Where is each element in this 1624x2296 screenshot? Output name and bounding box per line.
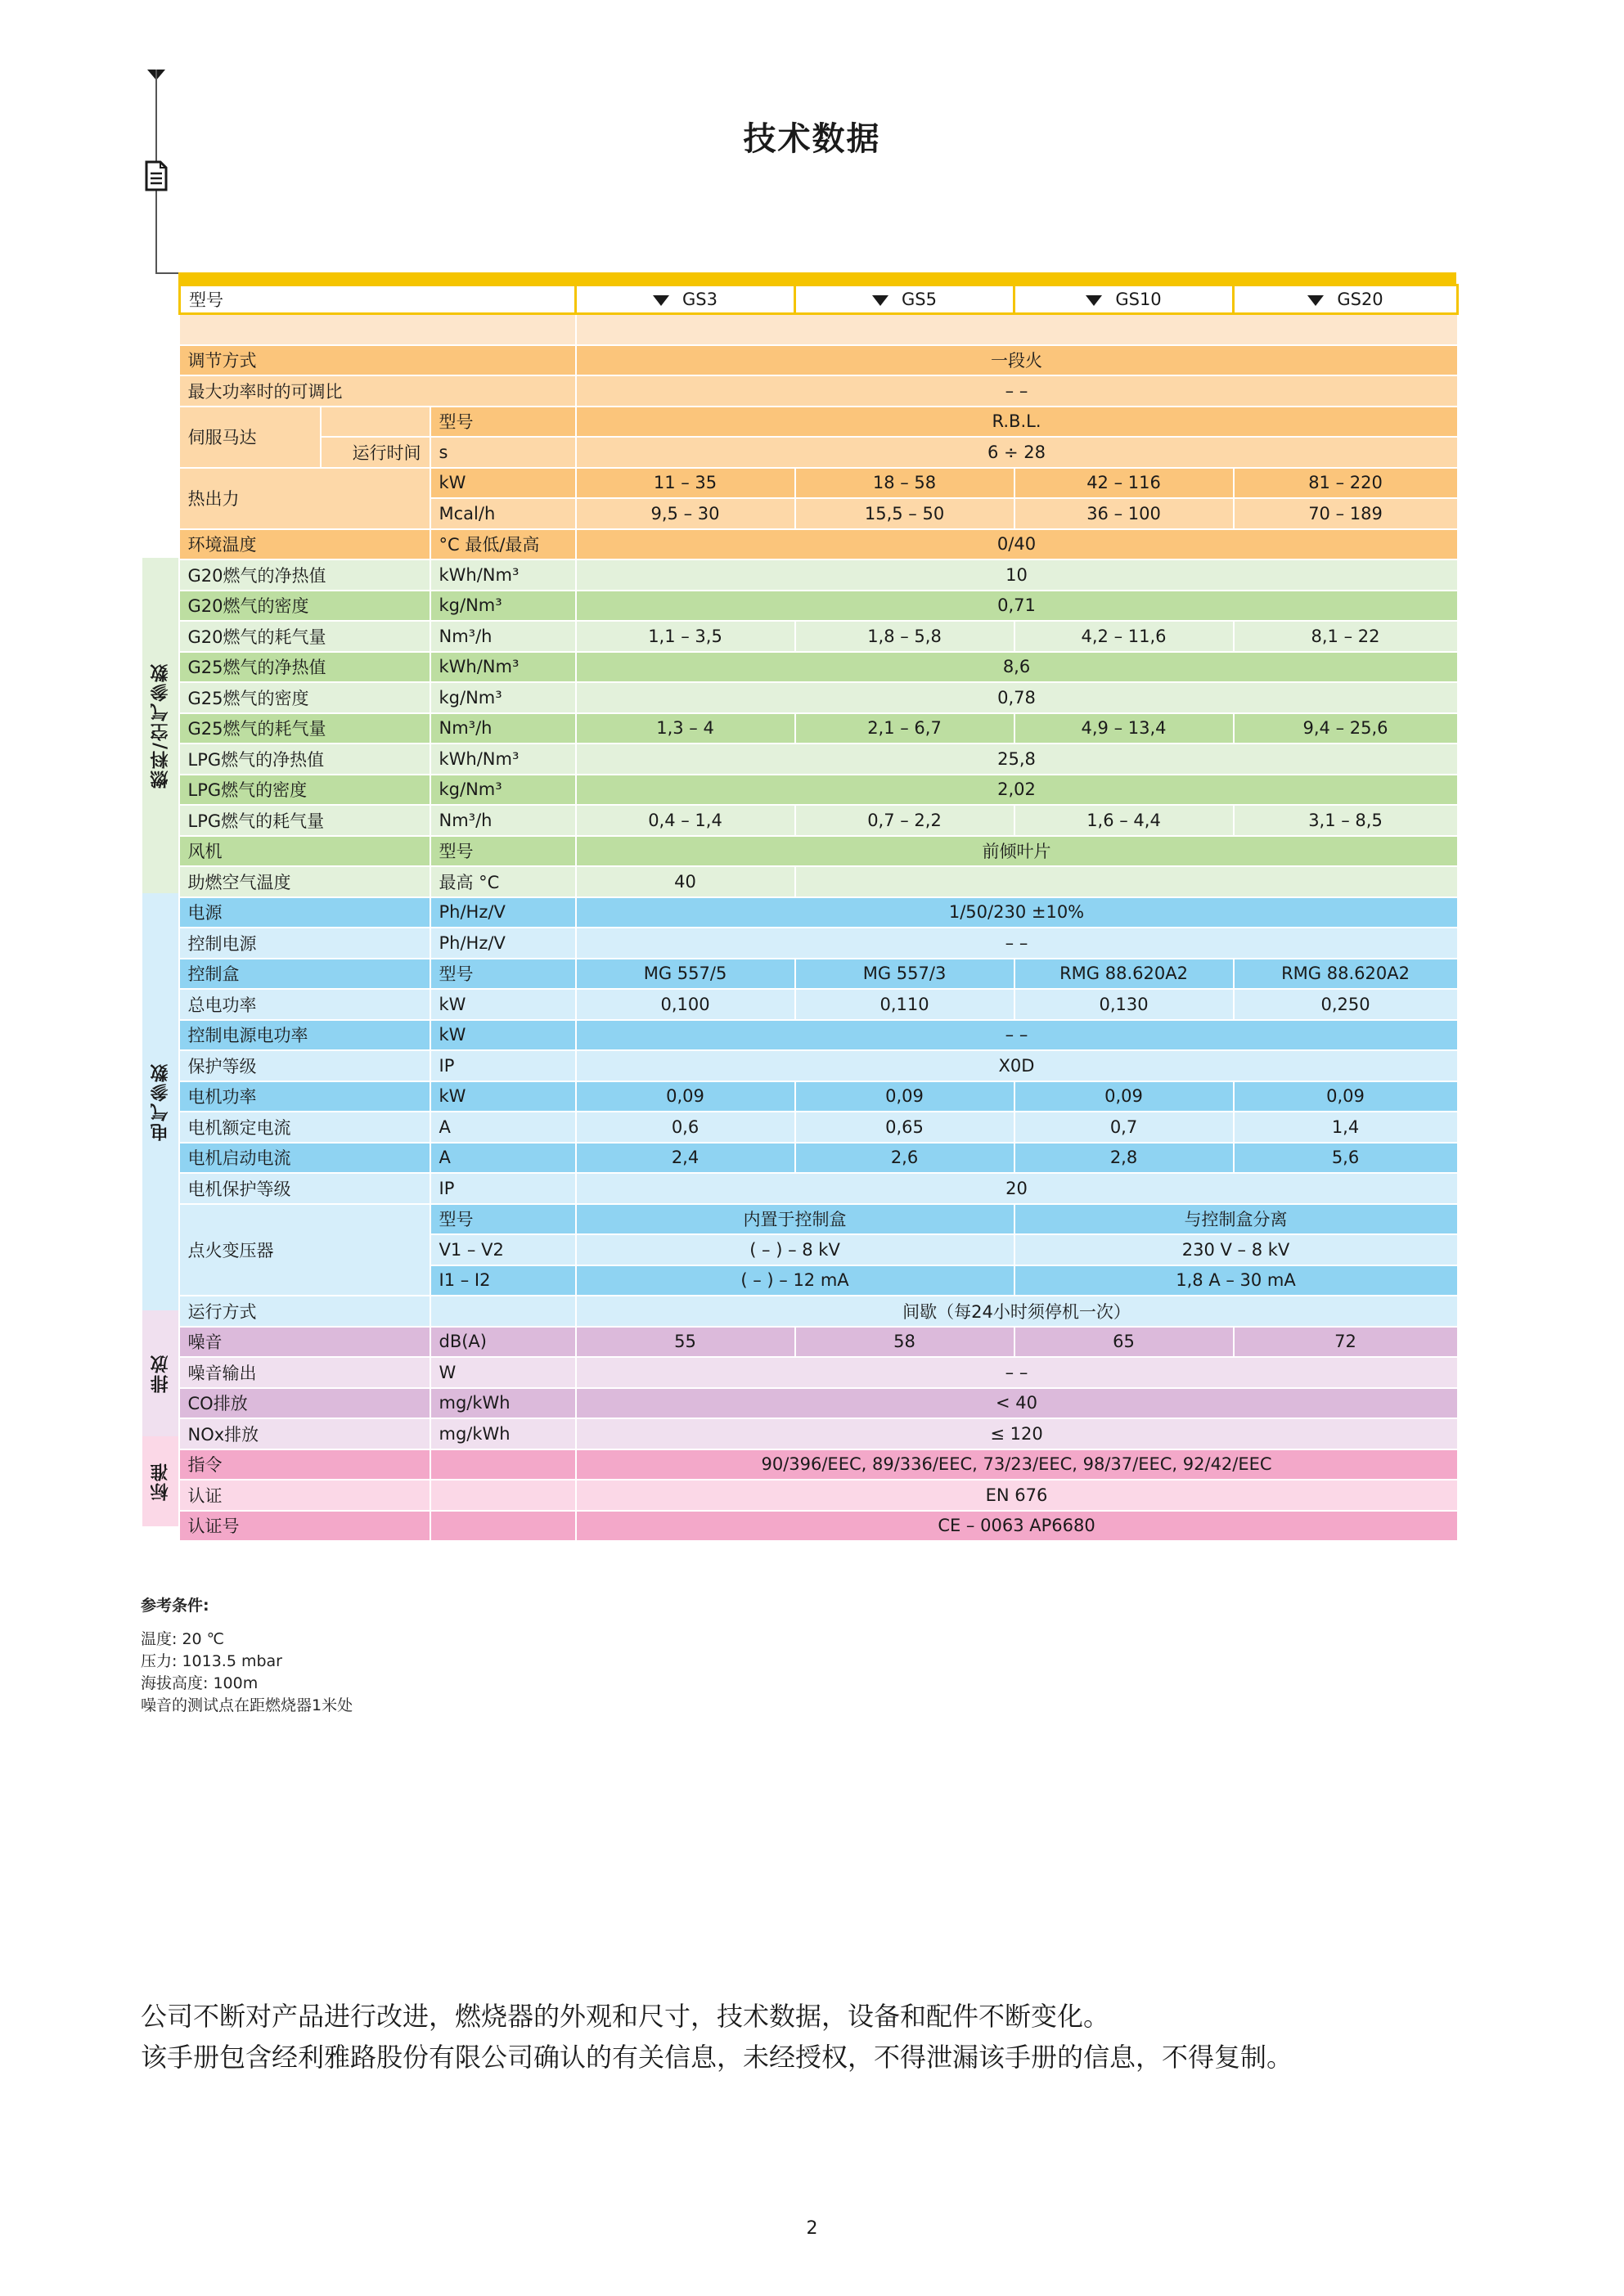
table-cell: ( – ) – 12 mA — [576, 1265, 1014, 1296]
table-cell: 2,1 – 6,7 — [795, 713, 1014, 744]
table-cell: kW — [430, 1020, 576, 1051]
table-cell — [795, 866, 1458, 897]
table-cell: 40 — [576, 866, 795, 897]
table-cell: 运行方式 — [180, 1296, 430, 1327]
table-cell: 认证号 — [180, 1511, 430, 1542]
table-cell: mg/kWh — [430, 1418, 576, 1449]
table-cell: 10 — [576, 559, 1458, 591]
disclaimer — [141, 1996, 1293, 2078]
table-row — [180, 1296, 1458, 1327]
table-row — [180, 1449, 1458, 1480]
table-cell: 认证 — [180, 1480, 430, 1511]
page-number: 2 — [806, 2218, 818, 2239]
reference-line: 温度: 20 ℃ — [141, 1630, 224, 1648]
table-cell: dB(A) — [430, 1327, 576, 1358]
table-cell: kWh/Nm³ — [430, 744, 576, 775]
table-cell: 15,5 – 50 — [795, 498, 1014, 529]
table-cell: – – — [576, 928, 1458, 959]
table-cell: 9,4 – 25,6 — [1234, 713, 1458, 744]
table-row — [180, 345, 1458, 376]
section-label-standard: 标准 — [142, 1436, 178, 1526]
table-row — [180, 1327, 1458, 1358]
table-cell: – – — [576, 1020, 1458, 1051]
table-cell — [430, 1480, 576, 1511]
table-cell: 调节方式 — [180, 345, 576, 376]
table-cell: NOx排放 — [180, 1418, 430, 1449]
table-cell: 1,3 – 4 — [576, 713, 795, 744]
table-row — [180, 621, 1458, 652]
table-cell: 电机保护等级 — [180, 1173, 430, 1204]
table-cell: 前倾叶片 — [576, 836, 1458, 867]
table-row — [180, 1511, 1458, 1542]
table-row — [180, 1388, 1458, 1419]
table-cell: 0/40 — [576, 529, 1458, 560]
table-cell: 1/50/230 ±10% — [576, 897, 1458, 928]
model-gs3: GS3 — [576, 285, 795, 314]
table-cell: 噪音输出 — [180, 1357, 430, 1388]
spec-table — [178, 284, 1459, 1542]
table-cell: G25燃气的密度 — [180, 682, 430, 713]
table-cell: 0,7 – 2,2 — [795, 805, 1014, 836]
table-cell: 9,5 – 30 — [576, 498, 795, 529]
table-cell: CE – 0063 AP6680 — [576, 1511, 1458, 1542]
table-row — [180, 897, 1458, 928]
table-cell: 58 — [795, 1327, 1014, 1358]
table-cell: A — [430, 1143, 576, 1174]
table-cell: 0,09 — [576, 1081, 795, 1112]
table-cell: 保护等级 — [180, 1050, 430, 1081]
table-cell — [180, 314, 576, 345]
table-cell: 型号 — [430, 1204, 576, 1235]
table-cell: 电机功率 — [180, 1081, 430, 1112]
section-label-electrical: 电气参数 — [142, 893, 178, 1310]
disclaimer-line: 公司不断对产品进行改进，燃烧器的外观和尺寸，技术数据，设备和配件不断变化。 — [141, 2001, 1110, 2032]
table-cell: – – — [576, 375, 1458, 407]
table-cell: 0,09 — [1014, 1081, 1234, 1112]
table-cell: ( – ) – 8 kV — [576, 1234, 1014, 1265]
table-cell: kg/Nm³ — [430, 682, 576, 713]
table-cell: G25燃气的净热值 — [180, 652, 430, 683]
table-row — [180, 959, 1458, 990]
arrow-down-icon — [872, 295, 888, 306]
table-cell: 42 – 116 — [1014, 468, 1234, 499]
table-cell: ≤ 120 — [576, 1418, 1458, 1449]
table-cell: 20 — [576, 1173, 1458, 1204]
table-row — [180, 529, 1458, 560]
table-cell: 与控制盒分离 — [1014, 1204, 1458, 1235]
table-row — [180, 682, 1458, 713]
table-cell: < 40 — [576, 1388, 1458, 1419]
table-cell: 8,1 – 22 — [1234, 621, 1458, 652]
table-row — [180, 713, 1458, 744]
table-cell: mg/kWh — [430, 1388, 576, 1419]
table-cell: 型号 — [430, 407, 576, 438]
arrow-down-icon — [1086, 295, 1102, 306]
table-cell: 4,2 – 11,6 — [1014, 621, 1234, 652]
table-cell: 伺服马达 — [180, 407, 321, 468]
table-cell: 0,7 — [1014, 1112, 1234, 1143]
table-cell: 0,71 — [576, 591, 1458, 622]
table-row — [180, 836, 1458, 867]
spacer-row — [180, 314, 1458, 345]
table-row — [180, 1112, 1458, 1143]
table-cell: kWh/Nm³ — [430, 559, 576, 591]
table-cell: 1,6 – 4,4 — [1014, 805, 1234, 836]
table-cell: 2,4 — [576, 1143, 795, 1174]
table-cell: 环境温度 — [180, 529, 430, 560]
section-label-emission: 排放 — [142, 1310, 178, 1436]
table-cell: G20燃气的耗气量 — [180, 621, 430, 652]
table-cell: RMG 88.620A2 — [1234, 959, 1458, 990]
table-cell: LPG燃气的密度 — [180, 775, 430, 806]
table-cell: 1,4 — [1234, 1112, 1458, 1143]
table-cell: LPG燃气的耗气量 — [180, 805, 430, 836]
table-cell: 25,8 — [576, 744, 1458, 775]
table-cell: RMG 88.620A2 — [1014, 959, 1234, 990]
reference-line: 压力: 1013.5 mbar — [141, 1652, 282, 1670]
table-cell: 型号 — [430, 836, 576, 867]
table-cell: 一段火 — [576, 345, 1458, 376]
table-cell: MG 557/3 — [795, 959, 1014, 990]
table-row — [180, 1143, 1458, 1174]
header-label: 型号 — [180, 285, 576, 314]
table-cell: MG 557/5 — [576, 959, 795, 990]
table-cell: 2,8 — [1014, 1143, 1234, 1174]
table-cell: 指令 — [180, 1449, 430, 1480]
table-cell: 内置于控制盒 — [576, 1204, 1014, 1235]
table-cell — [430, 1296, 576, 1327]
table-cell: 点火变压器 — [180, 1204, 430, 1296]
reference-conditions — [141, 1595, 353, 1717]
table-cell: 控制盒 — [180, 959, 430, 990]
table-cell: EN 676 — [576, 1480, 1458, 1511]
table-cell: 0,09 — [795, 1081, 1014, 1112]
reference-line: 海拔高度: 100m — [141, 1674, 259, 1692]
table-row — [180, 989, 1458, 1020]
table-row — [180, 1081, 1458, 1112]
table-row — [180, 1204, 1458, 1235]
table-cell: 总电功率 — [180, 989, 430, 1020]
table-cell: kW — [430, 989, 576, 1020]
table-cell: Nm³/h — [430, 713, 576, 744]
table-cell: 6 ÷ 28 — [576, 437, 1458, 468]
table-cell: 运行时间 — [321, 437, 430, 468]
table-row — [180, 744, 1458, 775]
arrow-down-icon — [653, 295, 669, 306]
table-row — [180, 1357, 1458, 1388]
table-cell: 2,02 — [576, 775, 1458, 806]
table-cell: 0,78 — [576, 682, 1458, 713]
table-cell: LPG燃气的净热值 — [180, 744, 430, 775]
table-cell: – – — [576, 1357, 1458, 1388]
table-cell: 控制电源电功率 — [180, 1020, 430, 1051]
table-cell: 1,1 – 3,5 — [576, 621, 795, 652]
table-cell: °C 最低/最高 — [430, 529, 576, 560]
table-cell: 0,09 — [1234, 1081, 1458, 1112]
table-row — [180, 559, 1458, 591]
table-row — [180, 468, 1458, 499]
table-cell: 2,6 — [795, 1143, 1014, 1174]
model-gs20: GS20 — [1234, 285, 1458, 314]
table-row — [180, 1020, 1458, 1051]
header-row — [180, 285, 1458, 314]
table-cell: IP — [430, 1173, 576, 1204]
table-cell: 65 — [1014, 1327, 1234, 1358]
table-cell: G20燃气的净热值 — [180, 559, 430, 591]
table-row — [180, 591, 1458, 622]
table-cell: 0,6 — [576, 1112, 795, 1143]
table-cell: 电机额定电流 — [180, 1112, 430, 1143]
table-cell: Ph/Hz/V — [430, 928, 576, 959]
section-label-fuel: 燃料/空气参数 — [142, 558, 178, 893]
table-cell: A — [430, 1112, 576, 1143]
reference-heading: 参考条件: — [141, 1597, 209, 1615]
table-cell: 电源 — [180, 897, 430, 928]
table-cell: 55 — [576, 1327, 795, 1358]
table-cell: 0,65 — [795, 1112, 1014, 1143]
table-cell: 助燃空气温度 — [180, 866, 430, 897]
table-cell: 1,8 A – 30 mA — [1014, 1265, 1458, 1296]
table-cell — [321, 407, 430, 438]
table-cell: 72 — [1234, 1327, 1458, 1358]
table-cell: 最大功率时的可调比 — [180, 375, 576, 407]
table-cell: 8,6 — [576, 652, 1458, 683]
table-cell: I1 – I2 — [430, 1265, 576, 1296]
table-cell: 0,250 — [1234, 989, 1458, 1020]
table-cell: W — [430, 1357, 576, 1388]
model-gs5: GS5 — [795, 285, 1014, 314]
table-cell: 间歇（每24小时须停机一次） — [576, 1296, 1458, 1327]
document-icon — [144, 160, 169, 191]
table-cell — [576, 314, 1458, 345]
table-cell: s — [430, 437, 576, 468]
table-cell: V1 – V2 — [430, 1234, 576, 1265]
table-cell: 控制电源 — [180, 928, 430, 959]
reference-line: 噪音的测试点在距燃烧器1米处 — [141, 1696, 353, 1714]
table-cell: 90/396/EEC, 89/336/EEC, 73/23/EEC, 98/37/EEC, 92/42/EEC — [576, 1449, 1458, 1480]
table-cell: CO排放 — [180, 1388, 430, 1419]
model-gs10: GS10 — [1014, 285, 1234, 314]
table-row — [180, 437, 1458, 468]
table-cell: kW — [430, 1081, 576, 1112]
table-cell: 230 V – 8 kV — [1014, 1234, 1458, 1265]
table-cell: Nm³/h — [430, 621, 576, 652]
table-cell: Mcal/h — [430, 498, 576, 529]
table-row — [180, 1480, 1458, 1511]
disclaimer-line: 该手册包含经利雅路股份有限公司确认的有关信息，未经授权，不得泄漏该手册的信息，不得复制。 — [141, 2042, 1293, 2073]
table-cell: Nm³/h — [430, 805, 576, 836]
table-row — [180, 652, 1458, 683]
table-cell: 81 – 220 — [1234, 468, 1458, 499]
table-cell — [430, 1449, 576, 1480]
table-cell — [430, 1511, 576, 1542]
table-cell: 最高 °C — [430, 866, 576, 897]
table-cell: 4,9 – 13,4 — [1014, 713, 1234, 744]
table-cell: 11 – 35 — [576, 468, 795, 499]
table-accent-bar — [178, 272, 1456, 284]
table-cell: 风机 — [180, 836, 430, 867]
table-cell: kg/Nm³ — [430, 591, 576, 622]
table-cell: 36 – 100 — [1014, 498, 1234, 529]
table-row — [180, 1050, 1458, 1081]
table-cell: IP — [430, 1050, 576, 1081]
page-title: 技术数据 — [743, 120, 881, 158]
table-cell: 0,100 — [576, 989, 795, 1020]
table-cell: 18 – 58 — [795, 468, 1014, 499]
table-cell: 电机启动电流 — [180, 1143, 430, 1174]
table-cell: kWh/Nm³ — [430, 652, 576, 683]
table-cell: G25燃气的耗气量 — [180, 713, 430, 744]
table-cell: 1,8 – 5,8 — [795, 621, 1014, 652]
table-row — [180, 775, 1458, 806]
table-cell: X0D — [576, 1050, 1458, 1081]
table-cell: R.B.L. — [576, 407, 1458, 438]
table-cell: kg/Nm³ — [430, 775, 576, 806]
table-cell: Ph/Hz/V — [430, 897, 576, 928]
table-cell: G20燃气的密度 — [180, 591, 430, 622]
table-row — [180, 407, 1458, 438]
table-row — [180, 375, 1458, 407]
table-cell: 70 – 189 — [1234, 498, 1458, 529]
table-cell: 0,130 — [1014, 989, 1234, 1020]
table-cell: kW — [430, 468, 576, 499]
table-row — [180, 805, 1458, 836]
table-cell: 0,110 — [795, 989, 1014, 1020]
table-cell: 5,6 — [1234, 1143, 1458, 1174]
table-cell: 噪音 — [180, 1327, 430, 1358]
table-row — [180, 1418, 1458, 1449]
table-cell: 型号 — [430, 959, 576, 990]
table-row — [180, 866, 1458, 897]
table-cell: 0,4 – 1,4 — [576, 805, 795, 836]
arrow-down-icon — [1307, 295, 1324, 306]
table-cell: 3,1 – 8,5 — [1234, 805, 1458, 836]
table-row — [180, 1173, 1458, 1204]
table-row — [180, 928, 1458, 959]
table-cell: 热出力 — [180, 468, 430, 529]
